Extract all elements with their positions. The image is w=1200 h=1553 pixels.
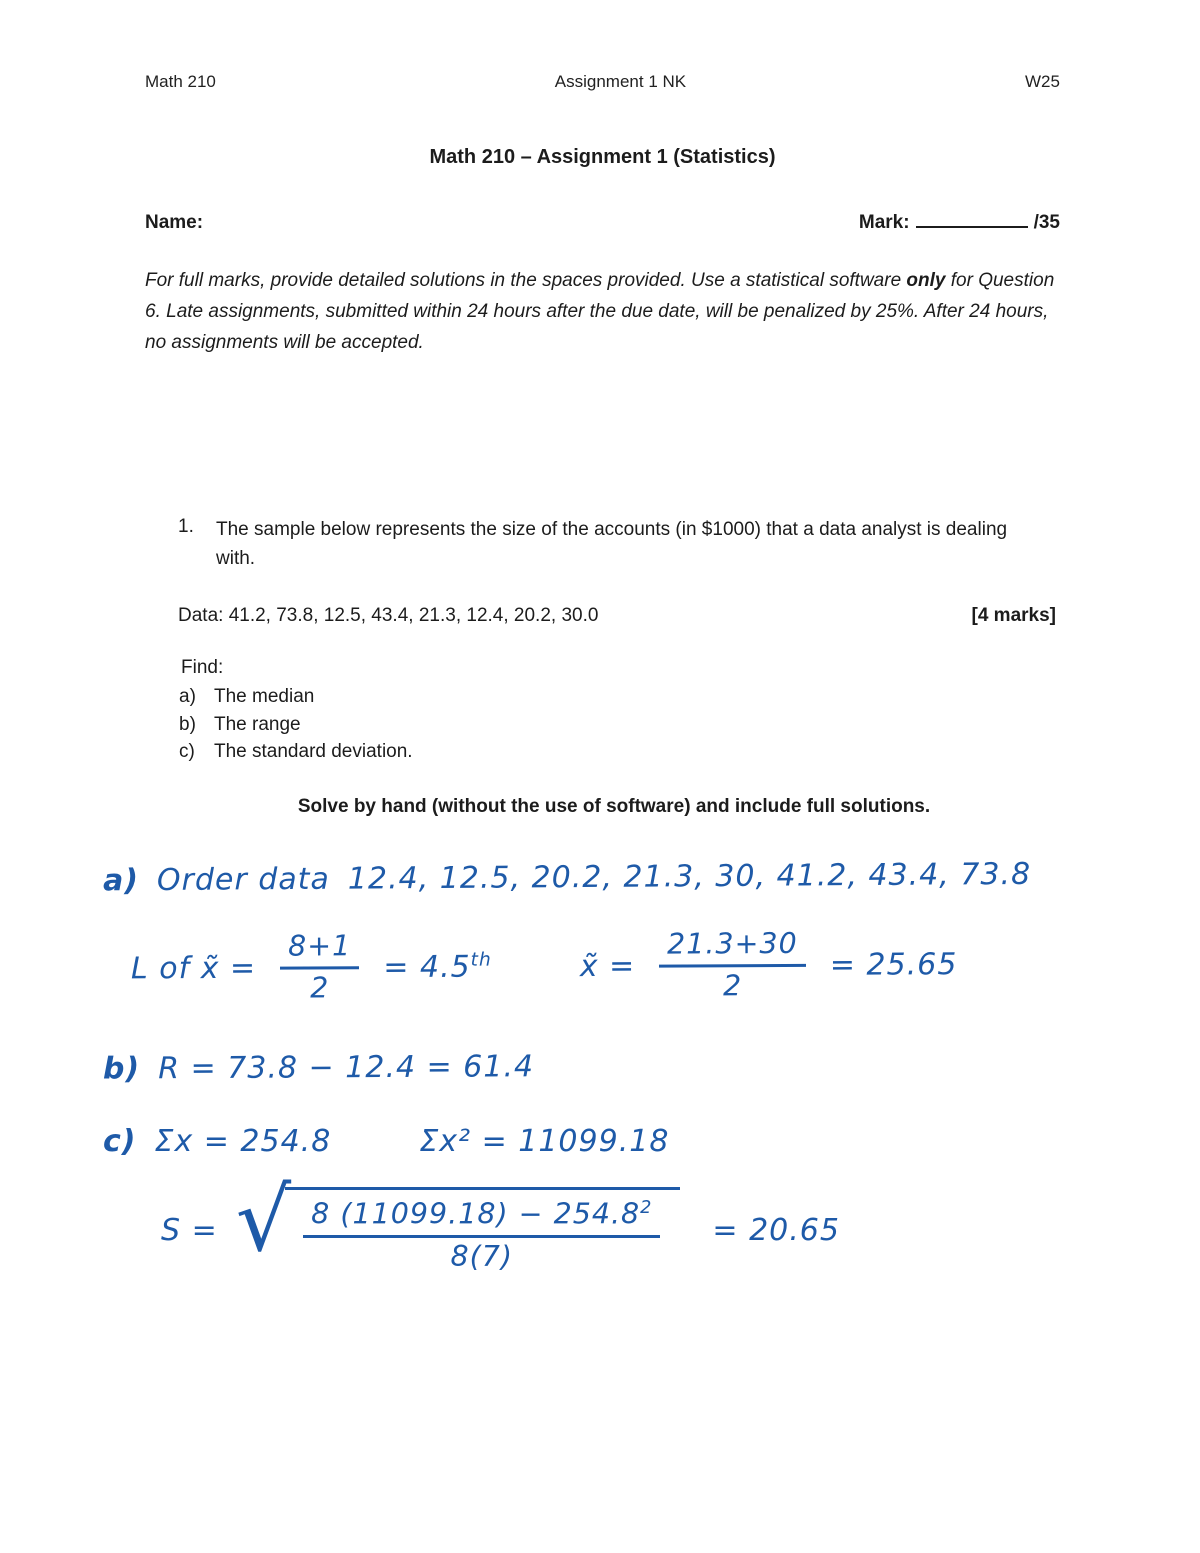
assignment-title: Math 210 – Assignment 1 (Statistics) — [429, 146, 776, 168]
hw-b-label: b) — [102, 1051, 141, 1087]
handwritten-solution — [102, 856, 1060, 1274]
mark-field — [859, 209, 1060, 234]
find-item-b — [179, 711, 1060, 739]
hw-a-label: a) — [102, 863, 140, 899]
marks-label: [4 marks] — [971, 605, 1056, 627]
hw-c-sum-x-squared: Σx² = 11099.18 — [419, 1124, 670, 1160]
solve-instruction: Solve by hand (without the use of software) and include full solutions. — [297, 795, 931, 817]
find-item-c — [179, 738, 1060, 766]
find-label: Find: — [181, 657, 224, 679]
question-1-statement — [178, 516, 1060, 573]
mark-total: /35 — [1033, 212, 1060, 233]
header-term: W25 — [1025, 72, 1060, 91]
find-item-b-label: b) — [179, 713, 196, 735]
handwriting-line-stdev — [161, 1169, 1060, 1273]
question-text: The sample below represents the size of the accounts (in $1000) that a data analyst is dealing with. — [216, 519, 1008, 569]
mark-blank-line — [916, 209, 1028, 228]
find-item-b-text: The range — [214, 713, 301, 735]
numerator-superscript: 2 — [640, 1198, 653, 1219]
hw-median-lhs2: x̃ = — [579, 948, 636, 984]
question-number: 1. — [178, 516, 194, 538]
name-mark-row — [145, 209, 1060, 234]
hw-s-lhs: S = — [161, 1212, 218, 1248]
fraction-denominator: 2 — [722, 968, 743, 1003]
header-course: Math 210 — [145, 72, 216, 91]
hw-a-text: Order data — [156, 861, 330, 898]
radical-symbol: √ — [235, 1169, 293, 1272]
fraction-numerator — [303, 1198, 660, 1237]
find-item-a — [179, 683, 1060, 711]
fraction-denominator: 2 — [310, 971, 330, 1005]
instructions-text-1: For full marks, provide detailed solutions in the spaces provided. Use a statistical software — [145, 270, 907, 291]
numerator-value: 8 (11099.18) − 254.8 — [311, 1197, 641, 1231]
hw-median-lhs: L of x̃ = — [130, 950, 257, 987]
handwriting-line-median — [131, 927, 1060, 1006]
handwriting-line-c — [103, 1124, 1060, 1159]
instructions-bold-word: only — [906, 270, 946, 291]
fraction-numerator: 21.3+30 — [659, 928, 806, 968]
name-label: Name: — [145, 212, 204, 233]
page-header — [145, 72, 1060, 92]
find-item-a-text: The median — [214, 686, 315, 708]
find-items — [178, 683, 1060, 766]
hw-median-result1 — [383, 949, 492, 985]
median-value-fraction — [659, 928, 806, 1003]
instructions-text-2: for Question 6. Late assignments, submitted within 24 hours after the due date, will be penalized by 25%. After 24 hours, no assignments will be accepted. — [145, 270, 1055, 353]
hw-s-result: = 20.65 — [712, 1212, 840, 1248]
find-item-c-text: The standard deviation. — [214, 741, 413, 763]
hw-median-result2: = 25.65 — [829, 946, 958, 983]
hw-c-sum-x: Σx = 254.8 — [154, 1124, 332, 1160]
hw-b-range: R = 73.8 − 12.4 = 61.4 — [158, 1049, 535, 1087]
result1-value: = 4.5 — [383, 949, 471, 985]
sqrt-expression — [235, 1169, 681, 1273]
instructions-paragraph — [145, 266, 1060, 358]
stdev-fraction — [303, 1198, 660, 1273]
hw-a-values: 12.4, 12.5, 20.2, 21.3, 30, 41.2, 43.4, 73.8 — [347, 856, 1032, 897]
handwriting-line-a — [103, 857, 1060, 899]
data-line: Data: 41.2, 73.8, 12.5, 43.4, 21.3, 12.4, 20.2, 30.0 — [178, 605, 599, 627]
data-row — [178, 605, 1060, 627]
question-1-block — [145, 516, 1060, 818]
find-item-a-label: a) — [179, 686, 196, 708]
header-assignment-name: Assignment 1 NK — [554, 72, 687, 91]
radicand — [285, 1187, 680, 1273]
handwriting-line-b — [103, 1047, 1060, 1087]
mark-label: Mark: — [858, 212, 910, 233]
fraction-denominator: 8(7) — [450, 1239, 514, 1273]
median-position-fraction — [280, 930, 360, 1005]
find-item-c-label: c) — [179, 741, 195, 763]
result1-superscript: th — [470, 949, 492, 971]
fraction-numerator: 8+1 — [280, 930, 359, 969]
hw-c-label: c) — [103, 1124, 137, 1160]
